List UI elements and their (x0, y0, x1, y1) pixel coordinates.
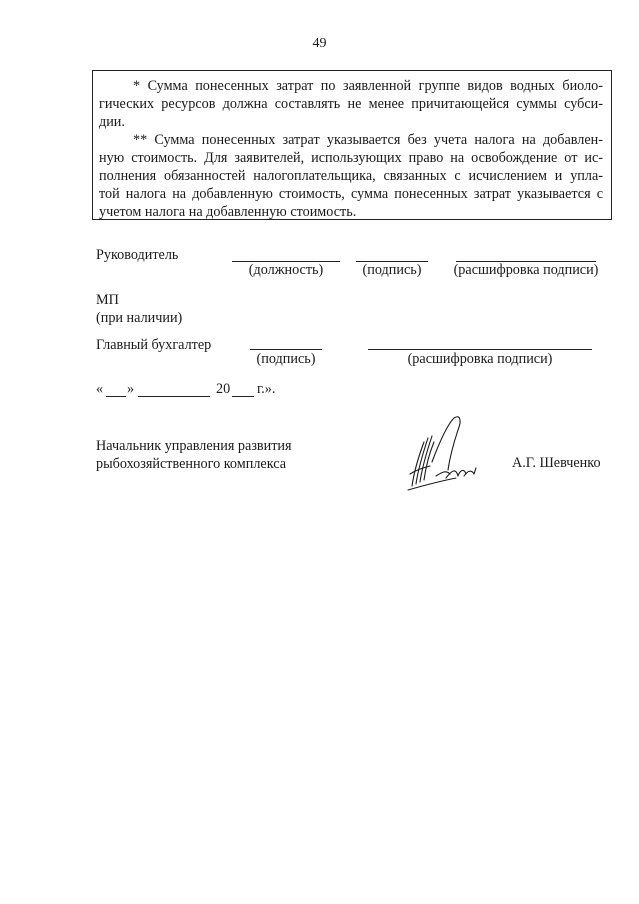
date-open-quote: « (96, 381, 104, 397)
decoding-caption: (расшифровка подписи) (453, 262, 599, 278)
footnote-1-line-3: дии. (99, 114, 125, 130)
head-label: Руководитель (96, 247, 179, 263)
date-month-line (138, 396, 210, 397)
footnote-1-line-2: гических ресурсов должна составлять не менее причитающейся суммы субси- (99, 96, 603, 112)
footnotes-box (92, 70, 612, 220)
footnote-2-line-4: той налога на добавленную стоимость, сумма понесенных затрат указывается с (99, 186, 603, 202)
signer-title-line-2: рыбохозяйственного комплекса (96, 456, 286, 472)
accountant-signature-line (250, 349, 322, 350)
date-year-line (232, 396, 254, 397)
date-suffix: г.». (257, 381, 276, 397)
footnote-1-line-1: * Сумма понесенных затрат по заявленной группе видов водных биоло- (133, 78, 603, 94)
date-day-line (106, 396, 126, 397)
accountant-signature-caption: (подпись) (256, 351, 316, 367)
date-year-prefix: 20 (216, 381, 231, 397)
position-caption: (должность) (248, 262, 324, 278)
footnote-2-line-1: ** Сумма понесенных затрат указывается без учета налога на добавлен- (133, 132, 603, 148)
accountant-label: Главный бухгалтер (96, 337, 212, 353)
accountant-decoding-line (368, 349, 592, 350)
seal-label: МП (96, 292, 119, 308)
seal-note: (при наличии) (96, 310, 183, 326)
footnote-2-line-5: учетом налога на добавленную стоимость. (99, 204, 357, 220)
accountant-decoding-caption: (расшифровка подписи) (407, 351, 553, 367)
signer-title-line-1: Начальник управления развития (96, 438, 292, 454)
date-close-quote: » (127, 381, 135, 397)
footnote-2-line-3: полнения обязанностей налогоплательщика, связанных с исчислением и упла- (99, 168, 603, 184)
footnote-2-line-2: ную стоимость. Для заявителей, использующих право на освобождение от ис- (99, 150, 603, 166)
page-number: 49 (312, 36, 327, 51)
signature-caption: (подпись) (362, 262, 422, 278)
signer-name: А.Г. Шевченко (512, 455, 601, 471)
handwritten-signature-icon (402, 412, 480, 492)
